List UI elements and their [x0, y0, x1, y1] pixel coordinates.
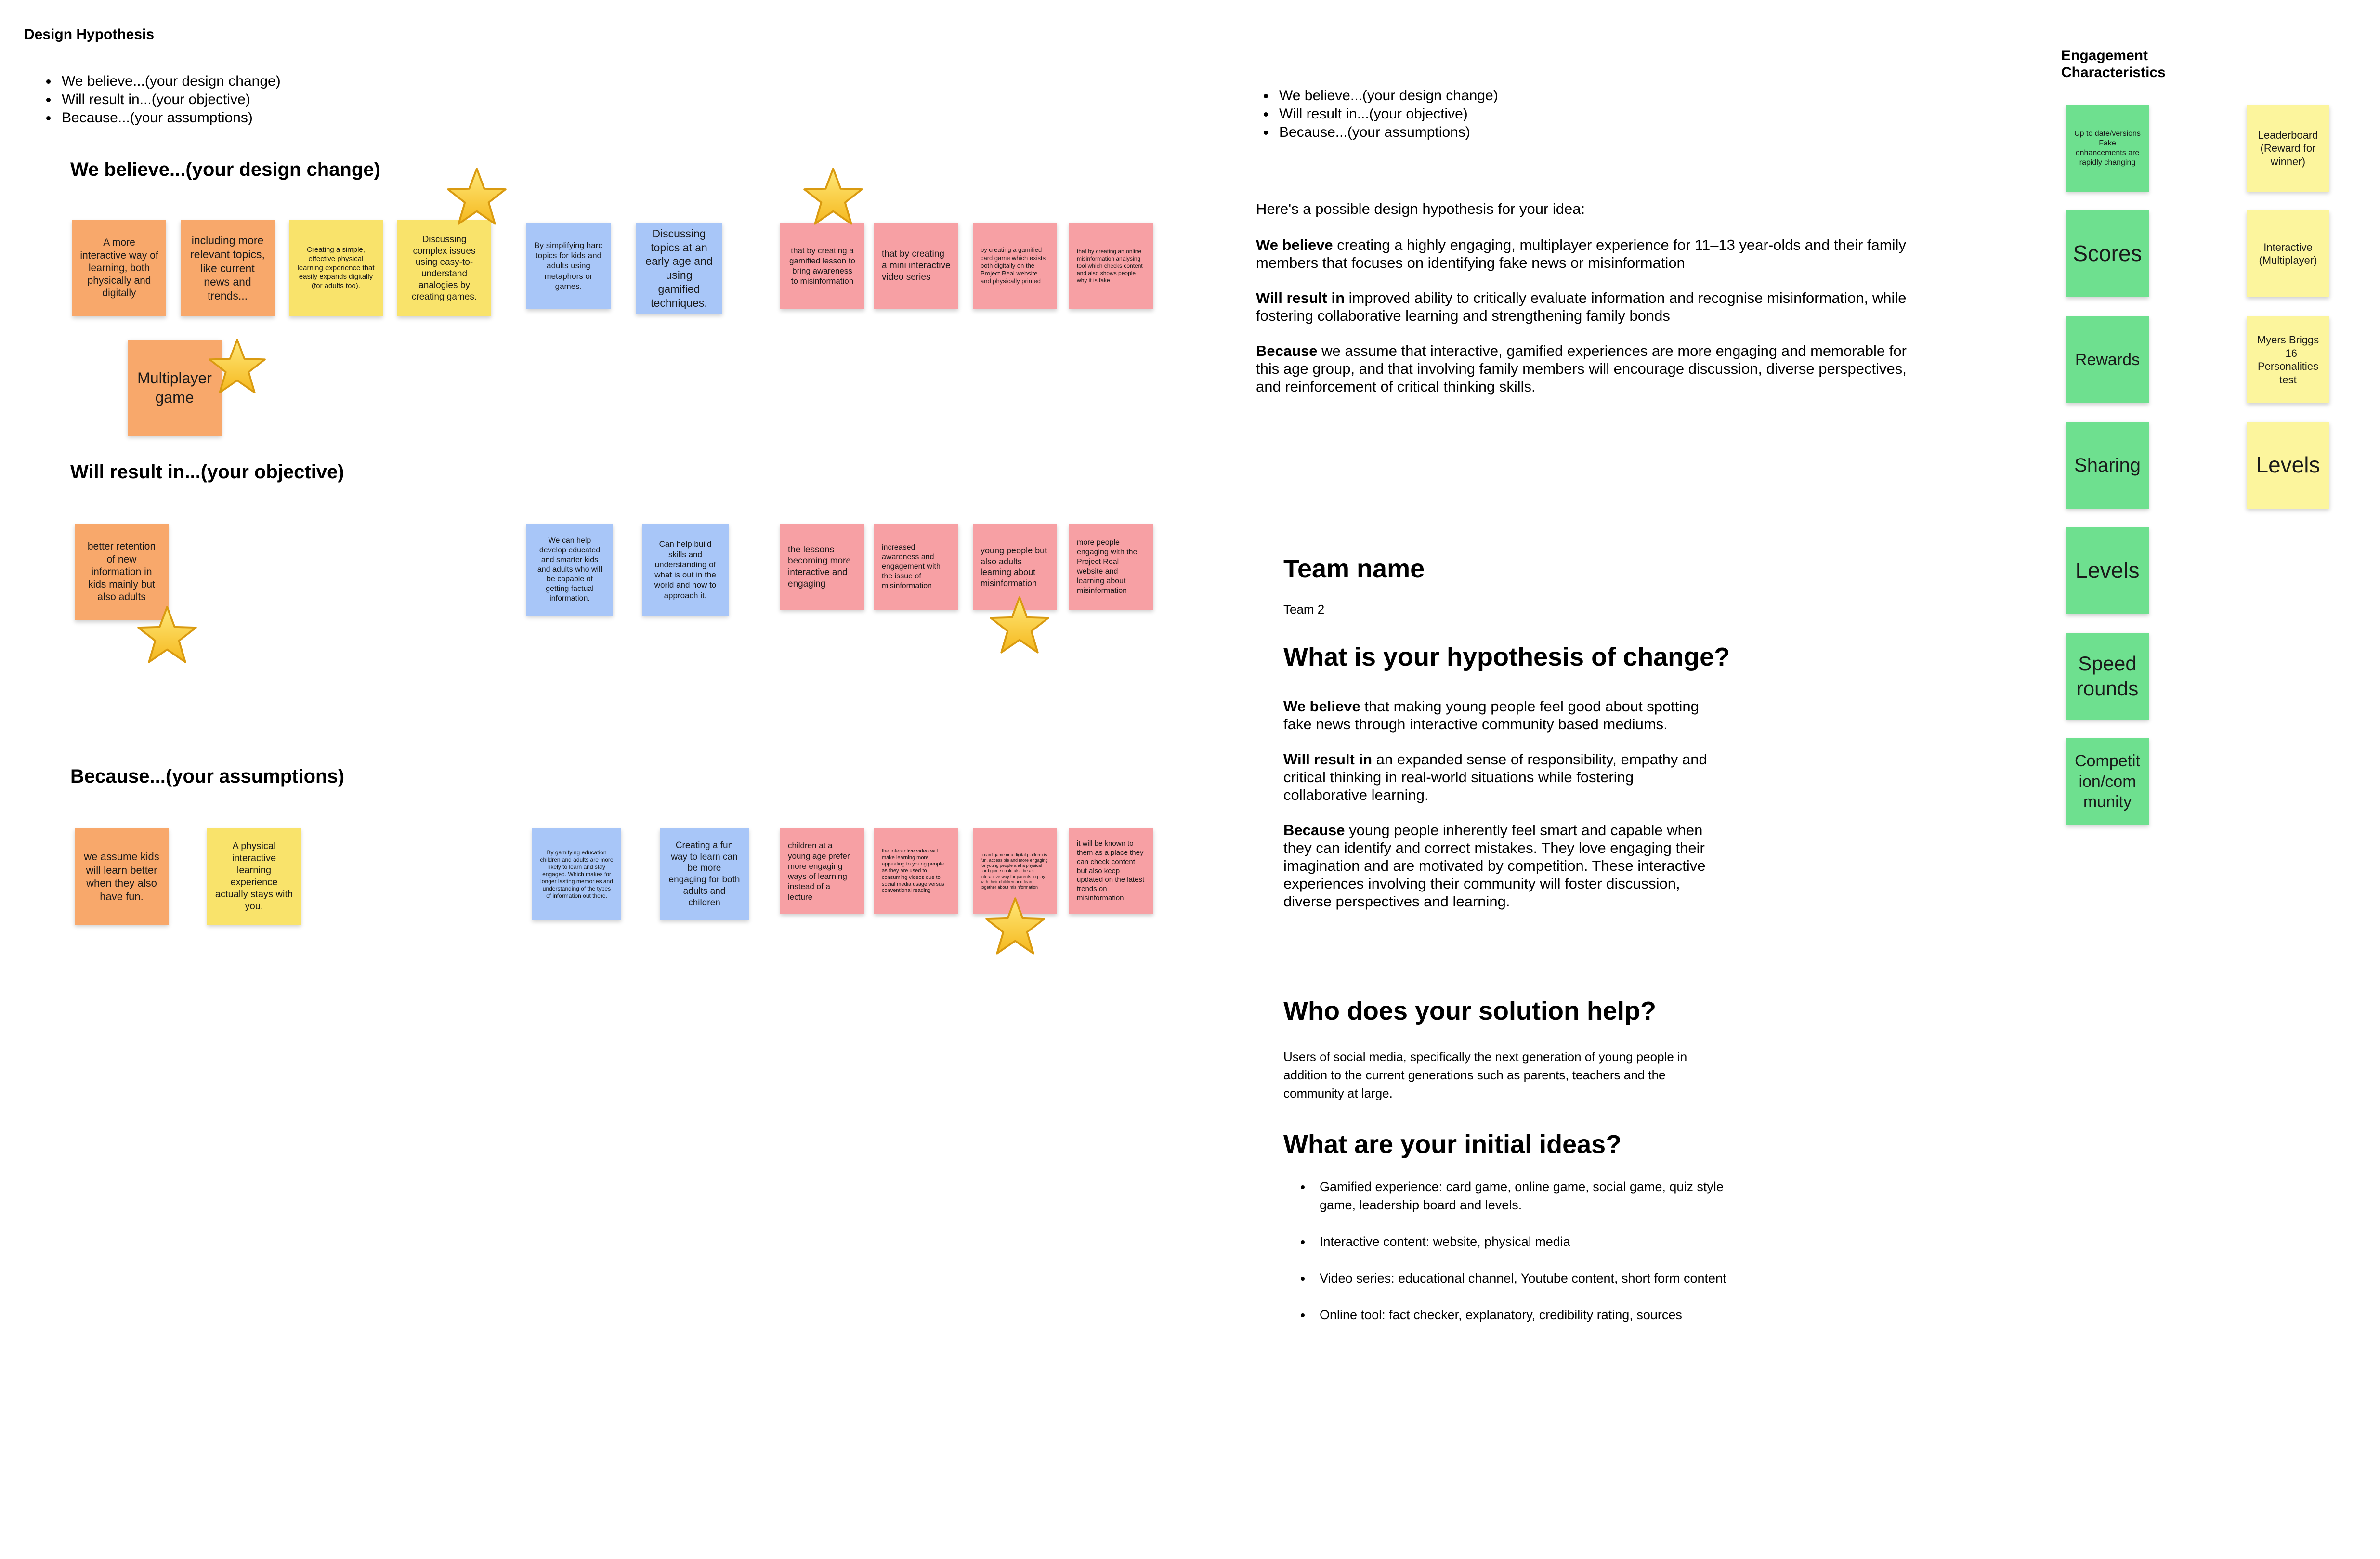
sticky-note[interactable]: increased awareness and engagement with the issue of misinformation: [874, 524, 958, 610]
sticky-note[interactable]: that by creating a mini interactive video series: [874, 223, 958, 309]
team-name[interactable]: Team 2: [1283, 602, 1325, 616]
label-we-believe: We believe: [1256, 236, 1333, 253]
sticky-note[interactable]: Multiplayer game: [128, 340, 222, 436]
sticky-note[interactable]: We can help develop educated and smarter kids and adults who will be capable of getting factual information.: [526, 524, 613, 616]
sticky-note[interactable]: Discussing complex issues using easy-to-understand analogies by creating games.: [397, 220, 491, 316]
team-hypothesis: [1283, 697, 1717, 910]
bullet-item: • Because...(your assumptions): [1275, 123, 1498, 142]
label-because: Because: [1256, 342, 1318, 359]
board-title: Design Hypothesis: [24, 26, 155, 42]
sticky-note[interactable]: Sharing: [2066, 422, 2149, 509]
sticky-note[interactable]: the interactive video will make learning more appealing to young people as they are used to consuming videos due to social media usage versus conventional reading: [874, 828, 958, 914]
star-icon: [802, 166, 864, 229]
bullet-item: • We believe...(your design change): [58, 72, 281, 91]
sticky-note[interactable]: Can help build skills and understanding of what is out in the world and how to approach it.: [642, 524, 729, 616]
sticky-note[interactable]: Myers Briggs - 16 Personalities test: [2247, 316, 2329, 403]
label-because: Because: [1283, 822, 1345, 838]
star-icon: [445, 166, 508, 229]
sticky-note[interactable]: young people but also adults learning about misinformation: [973, 524, 1057, 610]
bullet-item: • We believe...(your design change): [1275, 87, 1498, 105]
sticky-note[interactable]: it will be known to them as a place they can check content but also keep updated on the latest trends on misinformation: [1069, 828, 1153, 914]
label-will-result-in: Will result in: [1256, 289, 1345, 306]
ideas-list: [1295, 1178, 1736, 1342]
sticky-note[interactable]: including more relevant topics, like current news and trends...: [181, 220, 275, 316]
who-heading: Who does your solution help?: [1283, 996, 1656, 1025]
believe-text: that making young people feel good about spotting fake news through interactive community based mediums.: [1283, 698, 1699, 733]
suggested-hypothesis: [1256, 200, 1930, 395]
sticky-note[interactable]: Levels: [2247, 422, 2329, 509]
sticky-note[interactable]: children at a young age prefer more engaging ways of learning instead of a lecture: [780, 828, 864, 914]
team-name-heading: Team name: [1283, 554, 1425, 583]
sticky-note[interactable]: Rewards: [2066, 316, 2149, 403]
idea-item: • Interactive content: website, physical media: [1312, 1232, 1736, 1251]
idea-item: • Video series: educational channel, Youtube content, short form content: [1312, 1269, 1736, 1287]
sticky-note[interactable]: Levels: [2066, 527, 2149, 614]
section-title-believe: We believe...(your design change): [70, 159, 380, 180]
bullet-item: • Will result in...(your objective): [1275, 105, 1498, 123]
star-icon: [988, 595, 1051, 657]
label-we-believe: We believe: [1283, 698, 1360, 715]
intro-text: Here's a possible design hypothesis for your idea:: [1256, 200, 1585, 217]
ideas-heading: What are your initial ideas?: [1283, 1130, 1622, 1159]
hypothesis-heading: What is your hypothesis of change?: [1283, 642, 1730, 671]
sticky-note[interactable]: Creating a simple, effective physical learning experience that easily expands digitally (for adults too).: [289, 220, 383, 316]
sticky-note[interactable]: more people engaging with the Project Real website and learning about misinformation: [1069, 524, 1153, 610]
because-text: young people inherently feel smart and capable when they can identify and correct mistakes. They love engaging their imagination and are motivated by competition. These interactive experiences involving their community will foster discussion, diverse perspectives and learning.: [1283, 822, 1706, 910]
sticky-note[interactable]: a card game or a digital platform is fun, accessible and more engaging for young people and a physical card game could also be an interactive way for parents to play with their children and learn together about misinformation: [973, 828, 1057, 914]
sticky-note[interactable]: that by creating a gamified lesson to bring awareness to misinformation: [780, 223, 864, 309]
section-title-because: Because...(your assumptions): [70, 766, 345, 787]
result-text: improved ability to critically evaluate information and recognise misinformation, while fostering collaborative learning and strengthening family bonds: [1256, 289, 1907, 324]
sticky-note[interactable]: Creating a fun way to learn can be more engaging for both adults and children: [660, 828, 749, 920]
believe-text: creating a highly engaging, multiplayer experience for 11–13 year-olds and their family members that focuses on identifying fake news or misinformation: [1256, 236, 1906, 271]
who-text: Users of social media, specifically the next generation of young people in addition to the current generations such as parents, teachers and the community at large.: [1283, 1049, 1687, 1100]
sticky-note[interactable]: better retention of new information in kids mainly but also adults: [75, 524, 169, 620]
sticky-note[interactable]: By gamifying education children and adults are more likely to learn and stay engaged. Which makes for longer lasting memories and understanding of the types of information out there.: [532, 828, 621, 920]
sticky-note[interactable]: A physical interactive learning experience actually stays with you.: [207, 828, 301, 925]
sticky-note[interactable]: by creating a gamified card game which exists both digitally on the Project Real website and physically printed: [973, 223, 1057, 309]
star-icon: [984, 896, 1046, 958]
engagement-title: Engagement Characteristics: [2061, 48, 2166, 80]
sticky-note[interactable]: By simplifying hard topics for kids and adults using metaphors or games.: [526, 223, 611, 309]
sticky-note[interactable]: the lessons becoming more interactive and engaging: [780, 524, 864, 610]
template-bullets: [39, 72, 281, 127]
sticky-note[interactable]: Discussing topics at an early age and using gamified techniques.: [636, 223, 722, 314]
idea-item: • Online tool: fact checker, explanatory, credibility rating, sources: [1312, 1306, 1736, 1324]
bullet-item: • Because...(your assumptions): [58, 109, 281, 127]
sticky-note[interactable]: A more interactive way of learning, both physically and digitally: [72, 220, 166, 316]
sticky-note[interactable]: Up to date/versions Fake enhancements are rapidly changing: [2066, 105, 2149, 192]
label-will-result-in: Will result in: [1283, 751, 1373, 768]
star-icon: [207, 337, 267, 397]
sticky-note[interactable]: Competition/community: [2066, 738, 2149, 825]
sticky-note[interactable]: we assume kids will learn better when they also have fun.: [75, 828, 169, 925]
because-text: we assume that interactive, gamified experiences are more engaging and memorable for this age group, and that involving family members will encourage discussion, diverse perspectives, and reinforcement of critical thinking skills.: [1256, 342, 1907, 395]
sticky-note[interactable]: Speed rounds: [2066, 633, 2149, 720]
idea-item: • Gamified experience: card game, online game, social game, quiz style game, leadership board and levels.: [1312, 1178, 1736, 1214]
sticky-note[interactable]: Scores: [2066, 210, 2149, 297]
section-title-result: Will result in...(your objective): [70, 461, 344, 483]
sticky-note[interactable]: Leaderboard (Reward for winner): [2247, 105, 2329, 192]
bullet-item: • Will result in...(your objective): [58, 91, 281, 109]
sticky-note[interactable]: that by creating an online misinformation analysing tool which checks content and also shows people why it is fake: [1069, 223, 1153, 309]
result-text: an expanded sense of responsibility, empathy and critical thinking in real-world situations while fostering collaborative learning.: [1283, 751, 1707, 803]
template-bullets: [1257, 87, 1498, 142]
sticky-note[interactable]: Interactive (Multiplayer): [2247, 210, 2329, 297]
star-icon: [136, 604, 198, 667]
